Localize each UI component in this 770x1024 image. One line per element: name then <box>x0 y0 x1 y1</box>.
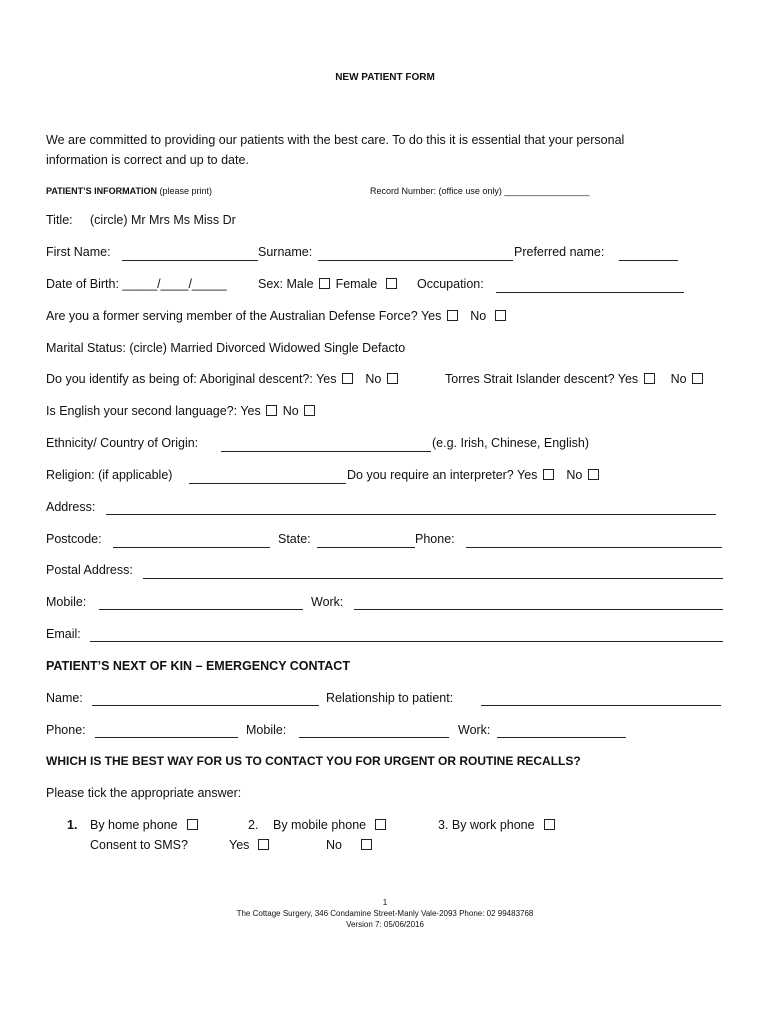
aboriginal-no-label: No <box>365 372 382 386</box>
interpreter-yes-checkbox[interactable] <box>543 469 554 480</box>
nok-work-field[interactable] <box>497 737 626 738</box>
home-phone-label: By home phone <box>90 818 178 832</box>
dob-field[interactable]: Date of Birth: _____/____/_____ <box>46 277 227 291</box>
ethnicity-field[interactable] <box>221 451 431 452</box>
nok-phone-label: Phone: <box>46 723 86 737</box>
sms-yes-label: Yes <box>229 838 250 852</box>
work-label: Work: <box>311 595 344 609</box>
title-label: Title: <box>46 213 73 227</box>
english-no-checkbox[interactable] <box>304 405 315 416</box>
patient-info-heading <box>46 186 212 196</box>
work-phone-label: 3. By work phone <box>438 818 535 832</box>
work-field[interactable] <box>354 609 723 610</box>
work-phone-checkbox[interactable] <box>544 819 555 830</box>
sms-no-option <box>326 838 374 852</box>
email-field[interactable] <box>90 641 723 642</box>
patient-info-heading-label: PATIENT’S INFORMATION <box>46 186 157 196</box>
postal-address-field[interactable] <box>143 578 723 579</box>
option-home-phone <box>90 818 200 832</box>
interpreter-question-text: Do you require an interpreter? Yes <box>347 468 538 482</box>
aboriginal-question <box>46 372 400 386</box>
option-1-number: 1. <box>67 818 78 832</box>
nok-mobile-label: Mobile: <box>246 723 287 737</box>
interpreter-no-checkbox[interactable] <box>588 469 599 480</box>
sex-male-label: Sex: Male <box>258 277 314 291</box>
nok-relationship-label: Relationship to patient: <box>326 691 454 705</box>
adf-question-text: Are you a former serving member of the Australian Defense Force? Yes <box>46 309 442 323</box>
religion-label: Religion: (if applicable) <box>46 468 173 482</box>
english-question <box>46 404 317 418</box>
english-yes-checkbox[interactable] <box>266 405 277 416</box>
adf-no-checkbox[interactable] <box>495 310 506 321</box>
preferred-name-label: Preferred name: <box>514 245 605 259</box>
option-2-number: 2. <box>248 818 259 832</box>
interpreter-question <box>347 468 601 482</box>
ethnicity-example: (e.g. Irish, Chinese, English) <box>432 436 590 450</box>
tsi-no-label: No <box>670 372 687 386</box>
aboriginal-question-text: Do you identify as being of: Aboriginal descent?: Yes <box>46 372 337 386</box>
phone-label: Phone: <box>415 532 455 546</box>
occupation-label: Occupation: <box>417 277 484 291</box>
first-name-field[interactable] <box>122 260 258 261</box>
aboriginal-no-checkbox[interactable] <box>387 373 398 384</box>
male-checkbox[interactable] <box>319 278 330 289</box>
occupation-field[interactable] <box>496 292 684 293</box>
option-work-phone <box>438 818 557 832</box>
footer-address: The Cottage Surgery, 346 Condamine Street-Manly Vale-2093 Phone: 02 99483768 <box>236 909 534 918</box>
tsi-yes-checkbox[interactable] <box>644 373 655 384</box>
intro-text-line-2: information is correct and up to date. <box>46 153 249 167</box>
tsi-question-text: Torres Strait Islander descent? Yes <box>445 372 639 386</box>
title-options[interactable]: (circle) Mr Mrs Ms Miss Dr <box>90 213 236 227</box>
first-name-label: First Name: <box>46 245 111 259</box>
religion-field[interactable] <box>189 483 346 484</box>
marital-status[interactable]: Marital Status: (circle) Married Divorced Widowed Single Defacto <box>46 341 406 355</box>
sms-consent-label: Consent to SMS? <box>90 838 188 852</box>
nok-phone-field[interactable] <box>95 737 238 738</box>
contact-instruction: Please tick the appropriate answer: <box>46 786 242 800</box>
interpreter-no-label: No <box>566 468 583 482</box>
patient-info-heading-note: (please print) <box>159 186 213 196</box>
ethnicity-label: Ethnicity/ Country of Origin: <box>46 436 199 450</box>
sms-yes-checkbox[interactable] <box>258 839 269 850</box>
home-phone-checkbox[interactable] <box>187 819 198 830</box>
preferred-name-field[interactable] <box>619 260 678 261</box>
sms-no-label: No <box>326 838 342 852</box>
state-label: State: <box>278 532 311 546</box>
phone-field[interactable] <box>466 547 722 548</box>
sms-yes-option <box>229 838 271 852</box>
record-number: Record Number: (office use only) _________________ <box>370 186 590 196</box>
surname-label: Surname: <box>258 245 313 259</box>
adf-no-label: No <box>470 309 487 323</box>
option-mobile-phone <box>273 818 388 832</box>
nok-work-label: Work: <box>458 723 491 737</box>
mobile-field[interactable] <box>99 609 303 610</box>
nok-name-label: Name: <box>46 691 83 705</box>
sex-female-label: Female <box>335 277 378 291</box>
page-number: 1 <box>382 898 388 907</box>
nok-mobile-field[interactable] <box>299 737 449 738</box>
contact-heading: WHICH IS THE BEST WAY FOR US TO CONTACT YOU FOR URGENT OR ROUTINE RECALLS? <box>46 754 581 768</box>
nok-relationship-field[interactable] <box>481 705 721 706</box>
state-field[interactable] <box>317 547 415 548</box>
next-of-kin-heading: PATIENT’S NEXT OF KIN – EMERGENCY CONTACT <box>46 659 350 673</box>
aboriginal-yes-checkbox[interactable] <box>342 373 353 384</box>
address-field[interactable] <box>106 514 716 515</box>
intro-text-line-1: We are committed to providing our patients with the best care. To do this it is essential that your personal <box>46 133 625 147</box>
tsi-question <box>445 372 705 386</box>
tsi-no-checkbox[interactable] <box>692 373 703 384</box>
sex-options <box>258 277 399 291</box>
postcode-label: Postcode: <box>46 532 102 546</box>
form-title: NEW PATIENT FORM <box>335 72 435 83</box>
female-checkbox[interactable] <box>386 278 397 289</box>
surname-field[interactable] <box>318 260 513 261</box>
postcode-field[interactable] <box>113 547 270 548</box>
mobile-phone-checkbox[interactable] <box>375 819 386 830</box>
postal-address-label: Postal Address: <box>46 563 133 577</box>
address-label: Address: <box>46 500 96 514</box>
adf-yes-checkbox[interactable] <box>447 310 458 321</box>
mobile-label: Mobile: <box>46 595 87 609</box>
adf-question <box>46 309 508 323</box>
english-question-text: Is English your second language?: Yes <box>46 404 261 418</box>
footer-version: Version 7: 05/06/2016 <box>346 920 424 929</box>
email-label: Email: <box>46 627 81 641</box>
sms-no-checkbox[interactable] <box>361 839 372 850</box>
english-no-label: No <box>282 404 299 418</box>
mobile-phone-label: By mobile phone <box>273 818 367 832</box>
nok-name-field[interactable] <box>92 705 319 706</box>
